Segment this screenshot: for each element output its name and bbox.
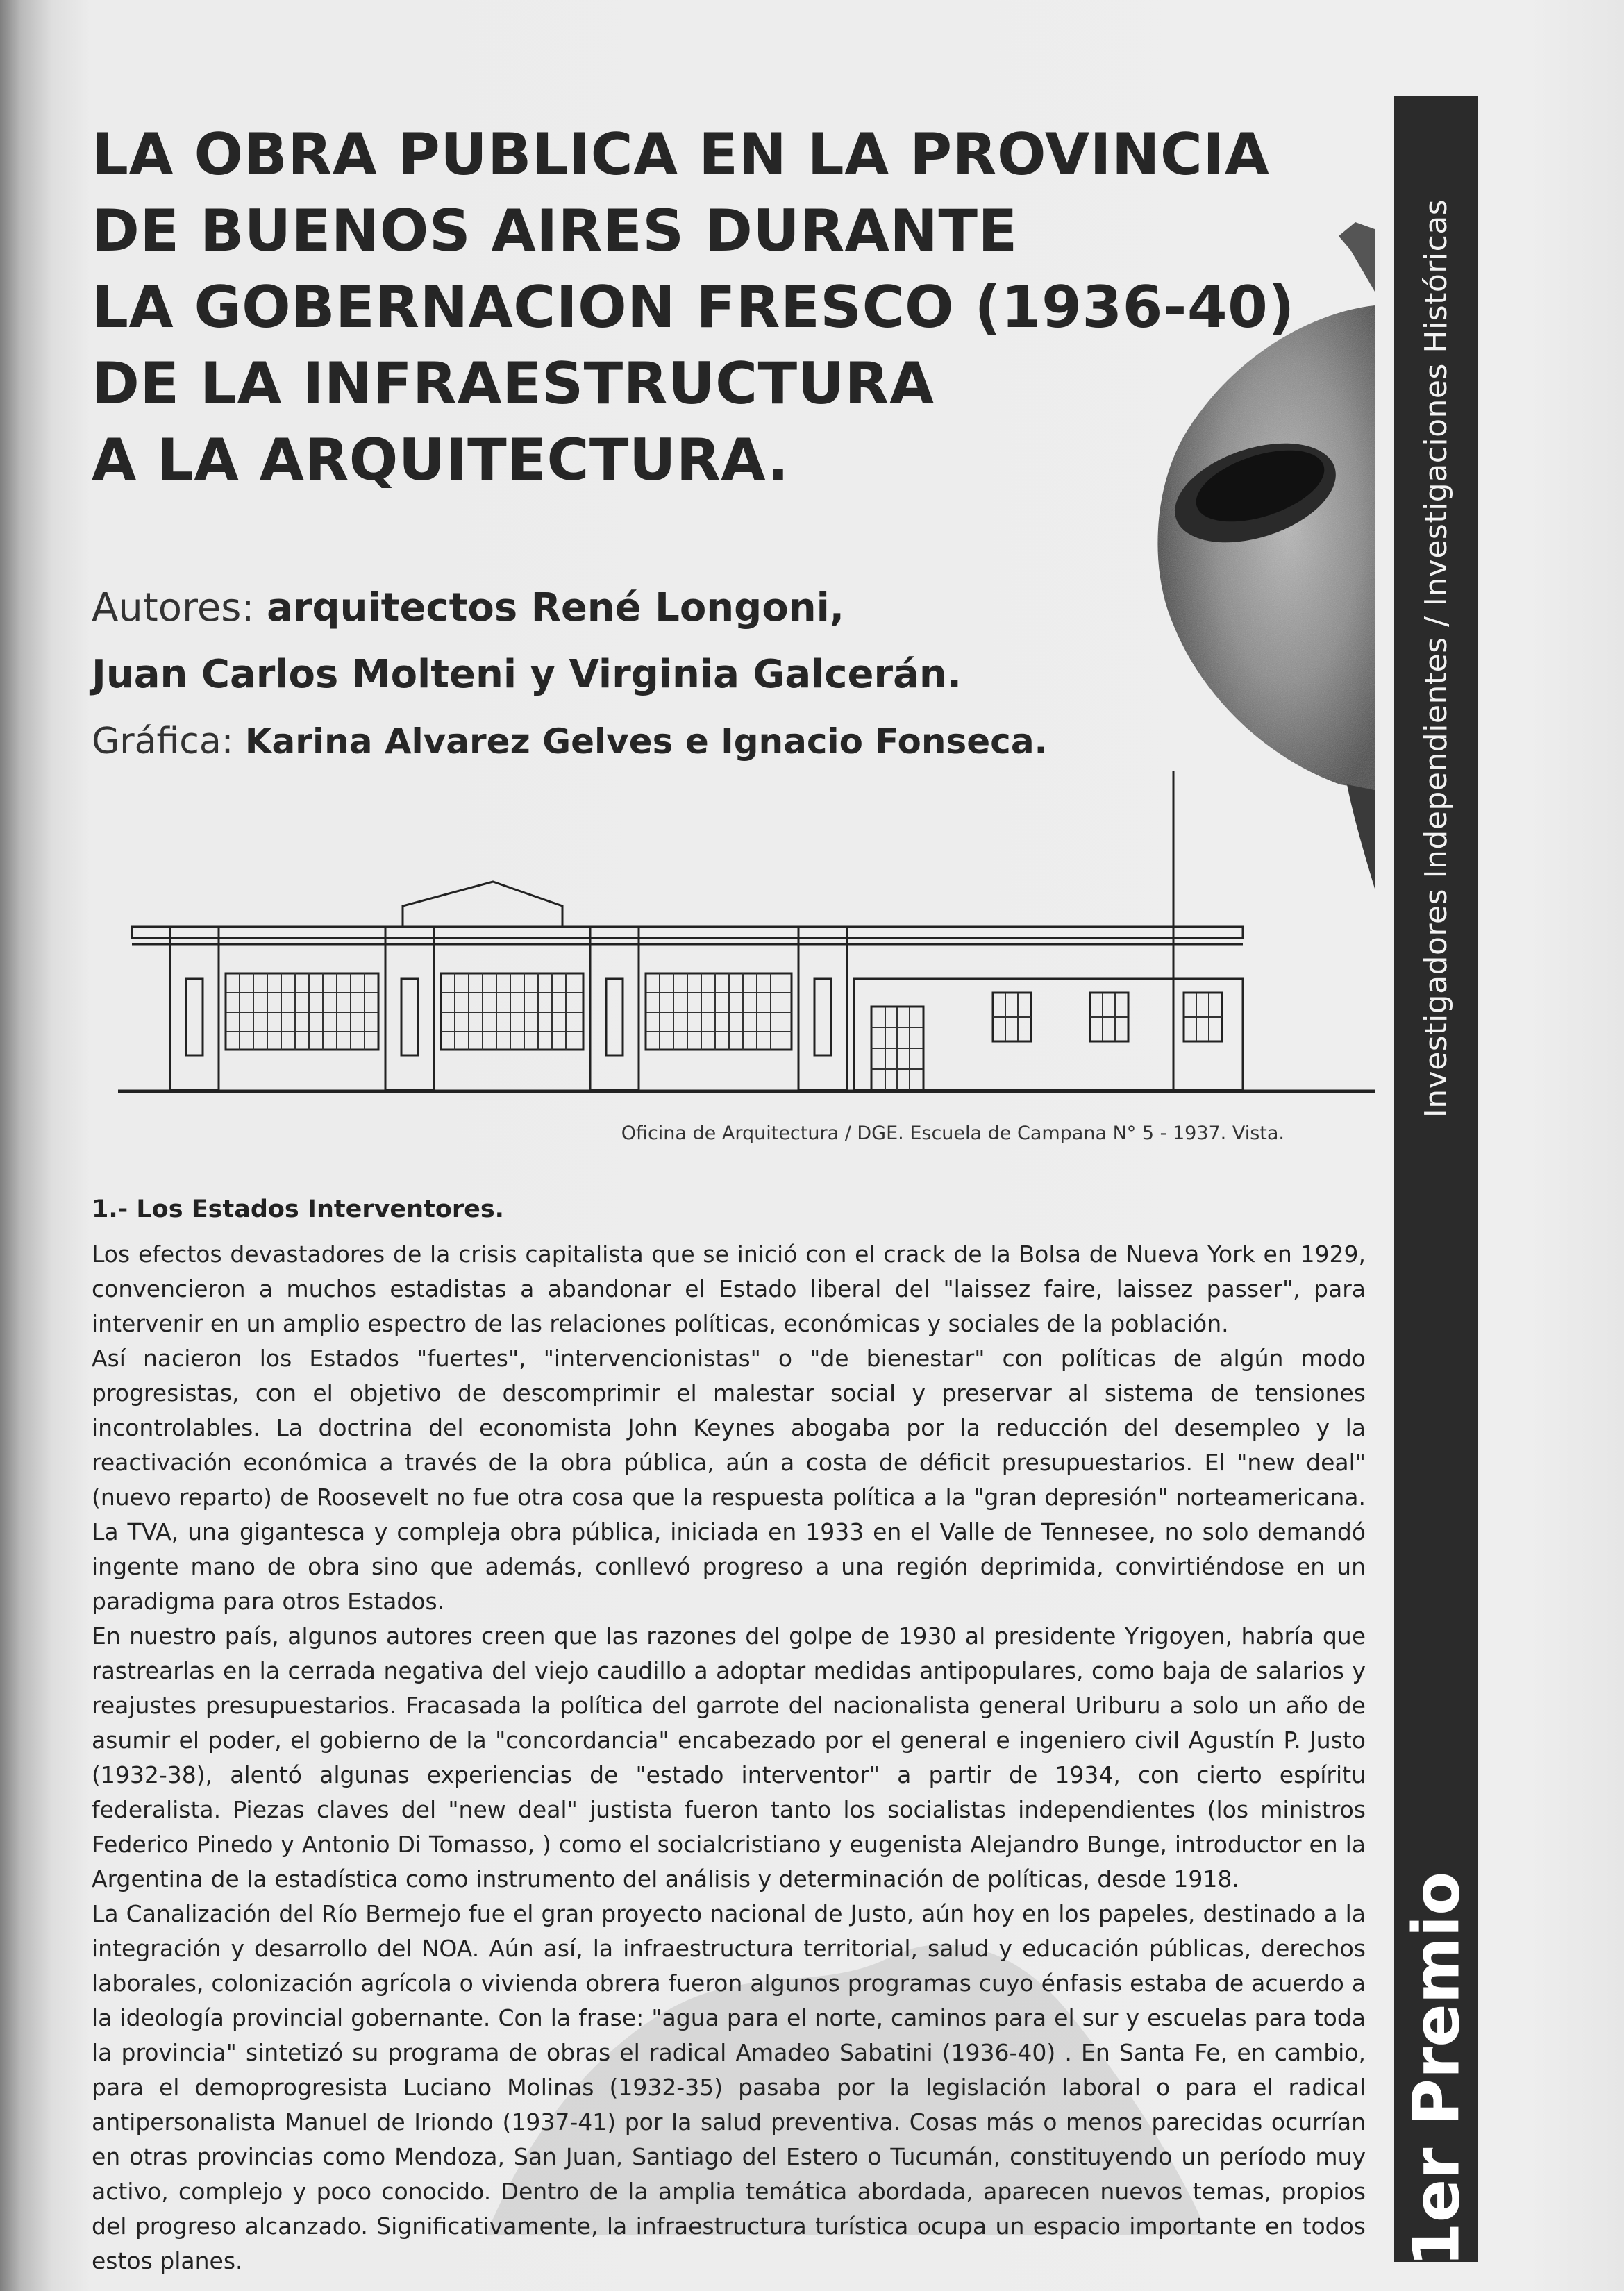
title-line: A LA ARQUITECTURA.: [92, 426, 789, 494]
figure-caption: Oficina de Arquitectura / DGE. Escuela de Campana N° 5 - 1937. Vista.: [621, 1123, 1284, 1144]
authors-names-continued: Juan Carlos Molteni y Virginia Galcerán.: [92, 652, 962, 697]
section-heading: 1.- Los Estados Interventores.: [92, 1195, 504, 1223]
authors-names: arquitectos René Longoni,: [267, 585, 845, 630]
graphics-label: Gráfica:: [92, 721, 234, 762]
award-label: 1er Premio: [1399, 1871, 1474, 2267]
school-elevation-drawing: [104, 771, 1375, 1118]
graphics-names: Karina Alvarez Gelves e Ignacio Fonseca.: [244, 721, 1048, 762]
paragraph: Así nacieron los Estados "fuertes", "intervencionistas" o "de bienestar" con políticas de algún modo progresistas, con el objetivo de descomprimir el malestar social y preservar al sistema de tensiones incontrolables. La doctrina del economista John Keynes abogaba por la reducción del desempleo y la reactivación económica a través de la obra pública, aún a costa de déficit presupuestarios. El "new deal" (nuevo reparto) de Roosevelt no fue otra cosa que la respuesta política a la "gran depresión" norteamericana. La TVA, una gigantesca y compleja obra pública, iniciada en 1933 en el Valle de Tennesee, no solo demandó ingente mano de obra sino que además, conllevó progreso a una región deprimida, convirtiéndose en un paradigma para otros Estados.: [92, 1345, 1366, 1615]
title-line: DE BUENOS AIRES DURANTE: [92, 197, 1018, 265]
authors-label: Autores:: [92, 585, 255, 630]
paragraph: La Canalización del Río Bermejo fue el gran proyecto nacional de Justo, aún hoy en los papeles, destinado a la integración y desarrollo del NOA. Aún así, la infraestructura territorial, salud y educación públicas, derechos laborales, colonización agrícola o vivienda obrera fueron algunos programas cuyo énfasis estaba de acuerdo a la ideología provincial gobernante. Con la frase: "agua para el norte, caminos para el sur y escuelas para toda la provincia" sintetizó su programa de obras el radical Amadeo Sabatini (1936-40) . En Santa Fe, en cambio, para el demoprogresista Luciano Molinas (1932-35) pasaba por la legislación laboral o para el radical antipersonalista Manuel de Iriondo (1937-41) por la salud preventiva. Cosas más o menos parecidas ocurrían en otras provincias como Mendoza, San Juan, Santiago del Estero o Tucumán, constituyendo un período muy activo, complejo y poco conocido. Dentro de la amplia temática abordada, aparecen nuevos temas, propios del progreso alcanzado. Significativamente, la infraestructura turística ocupa un espacio importante en todos estos planes.: [92, 1900, 1366, 2274]
sidebar-category-text: Investigadores Independientes / Investigaciones Históricas: [1418, 199, 1455, 1118]
title-line: LA OBRA PUBLICA EN LA PROVINCIA: [92, 121, 1270, 188]
sidebar-award: [1394, 1871, 1478, 2267]
article-body: [92, 1237, 1366, 2279]
article-title: [92, 117, 1295, 498]
title-line: DE LA INFRAESTRUCTURA: [92, 350, 935, 417]
title-line: LA GOBERNACION FRESCO (1936-40): [92, 274, 1295, 341]
paragraph: En nuestro país, algunos autores creen que las razones del golpe de 1930 al presidente Yrigoyen, habría que rastrearlas en la cerrada negativa del viejo caudillo a adoptar medidas antipopulares, como baja de salarios y reajustes presupuestarios. Fracasada la política del garrote del nacionalista general Uriburu a solo un año de asumir el poder, el gobierno de la "concordancia" encabezado por el general e ingeniero civil Agustín P. Justo (1932-38), alentó algunas experiencias de "estado interventor" a partir de 1934, con cierto espíritu federalista. Piezas claves del "new deal" justista fueron tanto los socialistas independientes (los ministros Federico Pinedo y Antonio Di Tomasso, ) como el socialcristiano y eugenista Alejandro Bunge, introductor en la Argentina de la estadística como instrumento del análisis y determinación de políticas, desde 1918.: [92, 1622, 1366, 1893]
paragraph: Los efectos devastadores de la crisis capitalista que se inició con el crack de la Bolsa de Nueva York en 1929, convencieron a muchos estadistas a abandonar el Estado liberal del "laissez faire, laissez passer", para intervenir en un amplio espectro de las relaciones políticas, económicas y sociales de la población.: [92, 1241, 1366, 1337]
sidebar-category: [1394, 96, 1478, 1220]
